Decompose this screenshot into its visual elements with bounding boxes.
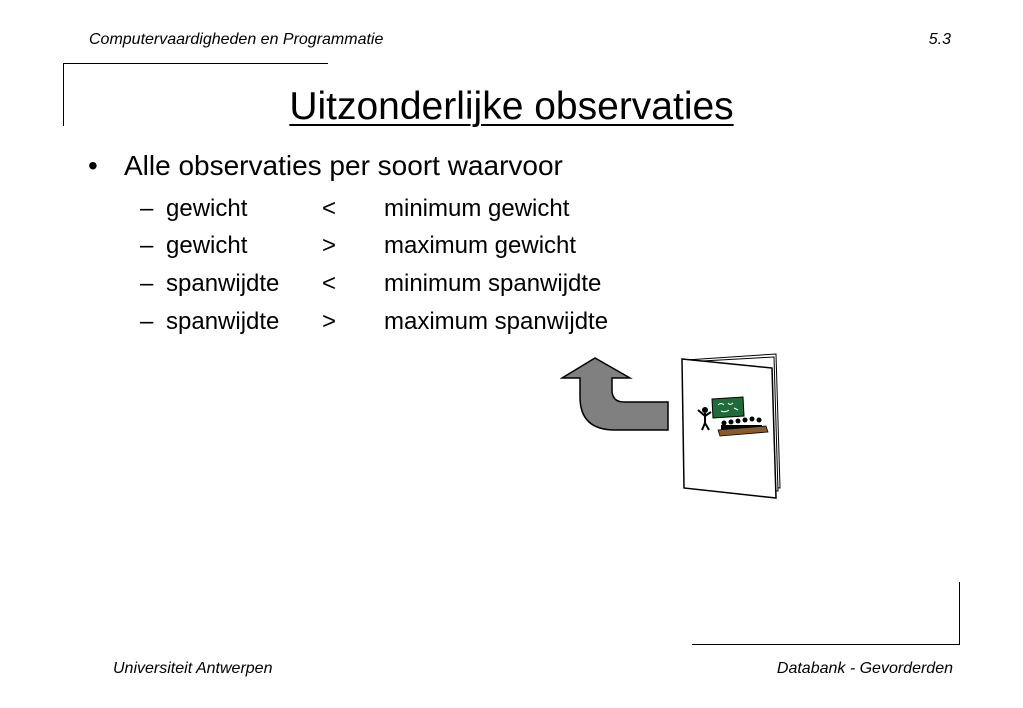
classroom-book-icon [676, 350, 786, 502]
sub-item-value: minimum gewicht [384, 195, 570, 222]
sub-item-dash: – [140, 270, 154, 297]
sub-item-operator: > [322, 232, 337, 259]
footer-course: Databank - Gevorderden [776, 660, 953, 677]
header-course-title: Computervaardigheden en Programmatie [89, 31, 384, 48]
sub-item-dash: – [140, 308, 154, 335]
bullet-text: Alle observaties per soort waarvoor [124, 150, 563, 181]
sub-item-value: minimum spanwijdte [384, 270, 602, 297]
sub-item [140, 232, 576, 260]
header-slide-number: 5.3 [928, 31, 951, 48]
sub-item-value: maximum gewicht [384, 232, 577, 259]
bullet-marker: • [88, 150, 98, 181]
slide-title: Uitzonderlijke observaties [289, 85, 734, 128]
sub-item-attribute: gewicht [166, 232, 248, 259]
sub-item-attribute: gewicht [166, 195, 248, 222]
bullet-item [88, 150, 563, 182]
sub-item [140, 308, 608, 336]
sub-item-attribute: spanwijdte [166, 270, 280, 297]
frame-bottom-right-vertical [959, 582, 960, 645]
sub-item [140, 270, 601, 298]
sub-item-dash: – [140, 232, 154, 259]
frame-top-left-horizontal [63, 63, 328, 64]
sub-item-operator: > [322, 308, 337, 335]
frame-bottom-right-horizontal [692, 644, 960, 645]
curved-up-arrow-icon [560, 355, 675, 435]
sub-item-dash: – [140, 195, 154, 222]
sub-item-attribute: spanwijdte [166, 308, 280, 335]
footer-university: Universiteit Antwerpen [113, 660, 273, 677]
sub-item-operator: < [322, 195, 337, 222]
sub-item [140, 195, 569, 223]
sub-item-value: maximum spanwijdte [384, 308, 609, 335]
sub-item-operator: < [322, 270, 337, 297]
